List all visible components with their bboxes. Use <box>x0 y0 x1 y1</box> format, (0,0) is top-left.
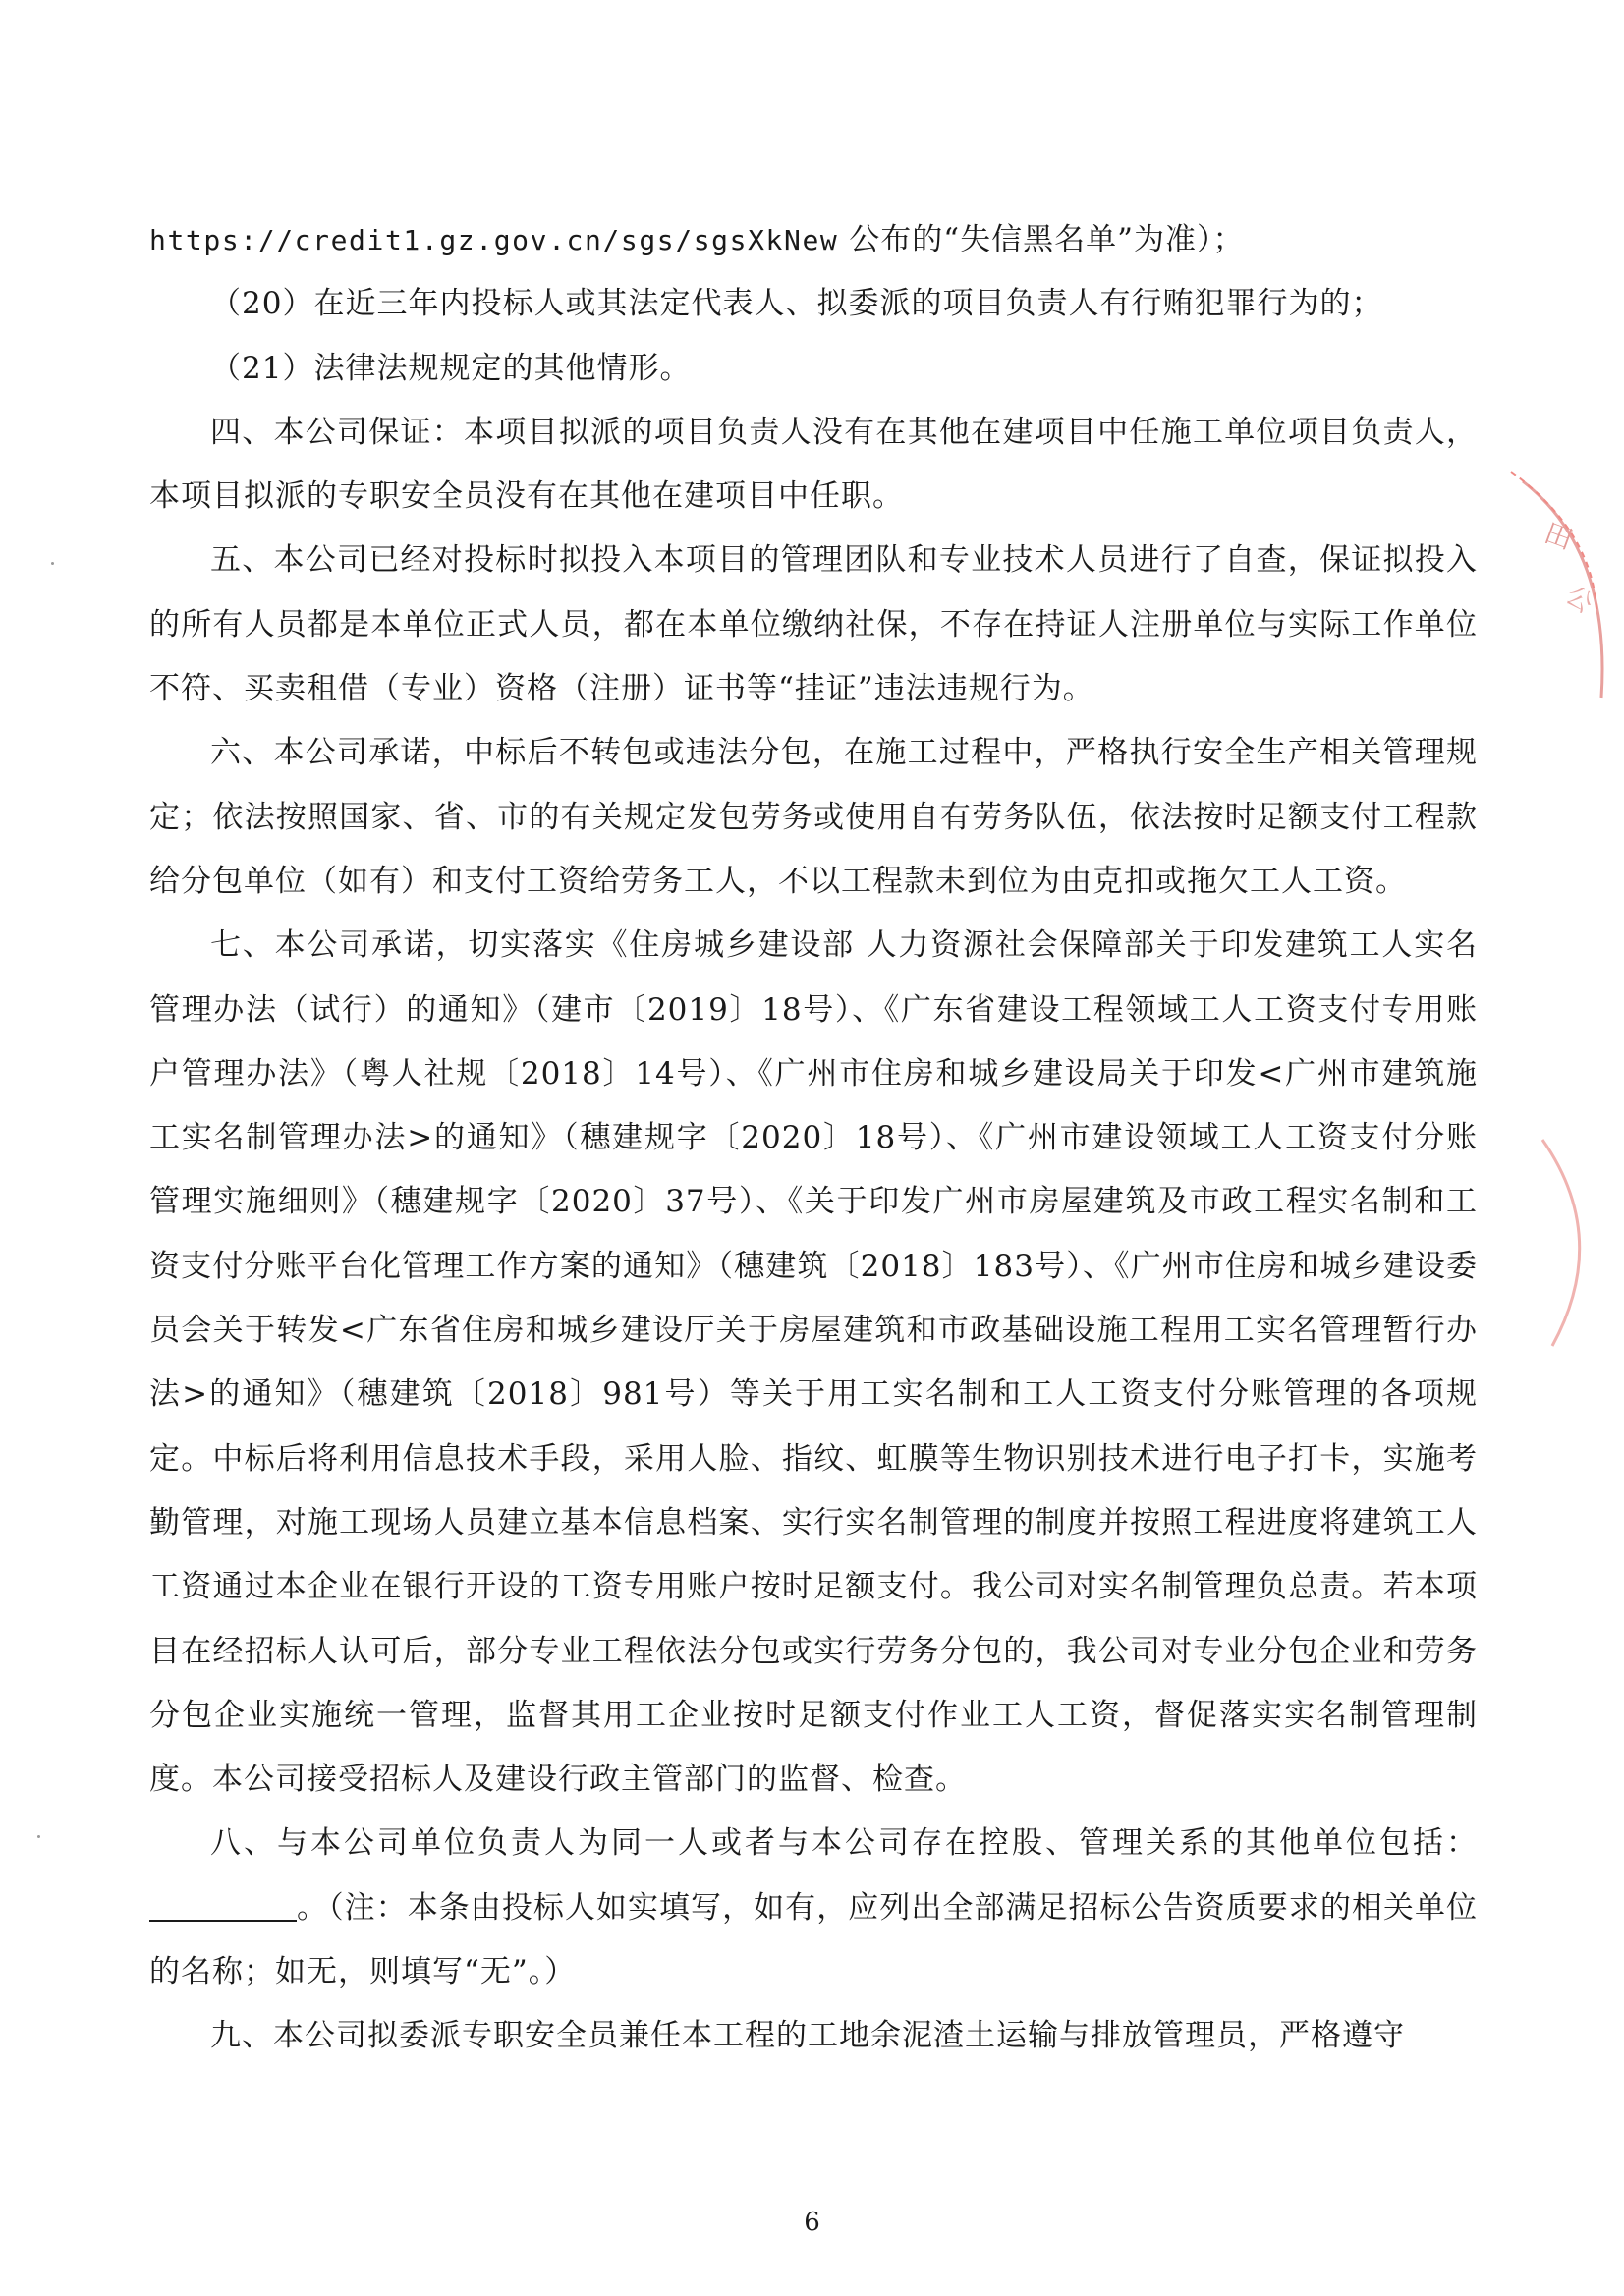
paragraph-item-21: （21）法律法规规定的其他情形。 <box>210 350 692 386</box>
scan-speck <box>37 1835 40 1838</box>
section-8-note: 。（注：本条由投标人如实填写，如有，应列出全部满足招标公告资质要求的相关单位的名称；如无，则填写“无”。） <box>149 1889 1478 1990</box>
svg-text:公: 公 <box>1559 581 1598 620</box>
paragraph-section-5: 五、本公司已经对投标时拟投入本项目的管理团队和专业技术人员进行了自查，保证拟投入的所有人员都是本单位正式人员，都在本单位缴纳社保，不存在持证人注册单位与实际工作单位不符、买卖租借（专业）资格（注册）证书等“挂证”违法违规行为。 <box>149 542 1478 707</box>
credit-url: https://credit1.gz.gov.cn/sgs/sgsXkNew <box>149 224 839 256</box>
fill-in-blank <box>149 1890 297 1922</box>
paragraph-section-9: 九、本公司拟委派专职安全员兼任本工程的工地余泥渣土运输与排放管理员，严格遵守 <box>210 2018 1405 2054</box>
paragraph-section-4: 四、本公司保证：本项目拟派的项目负责人没有在其他在建项目中任施工单位项目负责人，本项目拟派的专职安全员没有在其他在建项目中任职。 <box>149 414 1478 515</box>
scan-speck <box>51 562 54 565</box>
seal-stamp-bottom <box>1533 1130 1624 1356</box>
paragraph-item-20: （20）在近三年内投标人或其法定代表人、拟委派的项目负责人有行贿犯罪行为的； <box>210 286 1383 322</box>
page-number: 6 <box>804 2208 820 2237</box>
url-continuation-text: 公布的“失信黑名单”为准）； <box>849 222 1245 257</box>
section-8-lead: 八、与本公司单位负责人为同一人或者与本公司存在控股、管理关系的其他单位包括： <box>210 1825 1478 1862</box>
seal-stamp-top <box>1503 462 1624 717</box>
svg-text:田: 田 <box>1540 516 1578 557</box>
paragraph-section-6: 六、本公司承诺，中标后不转包或违法分包，在施工过程中，严格执行安全生产相关管理规定；依法按照国家、省、市的有关规定发包劳务或使用自有劳务队伍，依法按时足额支付工程款给分包单位（如有）和支付工资给劳务工人，不以工程款未到位为由克扣或拖欠工人工资。 <box>149 735 1478 899</box>
document-body <box>149 208 1478 2069</box>
paragraph-section-8 <box>149 1812 1478 2004</box>
paragraph-url-continuation <box>149 208 1478 272</box>
paragraph-section-7: 七、本公司承诺，切实落实《住房城乡建设部 人力资源社会保障部关于印发建筑工人实名管理办法（试行）的通知》（建市〔2019〕18号）、《广东省建设工程领域工人工资支付专用账户管理办法》（粤人社规〔2018〕14号）、《广州市住房和城乡建设局关于印发<广州市建筑施工实名制管理办法>的通知》（穗建规字〔2020〕18号）、《广州市建设领域工人工资支付分账管理实施细则》（穗建规字〔2020〕37号）、《关于印发广州市房屋建筑及市政工程实名制和工资支付分账平台化管理工作方案的通知》（穗建筑〔2018〕183号）、《广州市住房和城乡建设委员会关于转发<广东省住房和城乡建设厅关于房屋建筑和市政基础设施工程用工实名管理暂行办法>的通知》（穗建筑〔2018〕981号）等关于用工实名制和工人工资支付分账管理的各项规定。中标后将利用信息技术手段，采用人脸、指纹、虹膜等生物识别技术进行电子打卡，实施考勤管理，对施工现场人员建立基本信息档案、实行实名制管理的制度并按照工程进度将建筑工人工资通过本企业在银行开设的工资专用账户按时足额支付。我公司对实名制管理负总责。若本项目在经招标人认可后，部分专业工程依法分包或实行劳务分包的，我公司对专业分包企业和劳务分包企业实施统一管理，监督其用工企业按时足额支付作业工人工资，督促落实实名制管理制度。本公司接受招标人及建设行政主管部门的监督、检查。 <box>149 927 1478 1798</box>
